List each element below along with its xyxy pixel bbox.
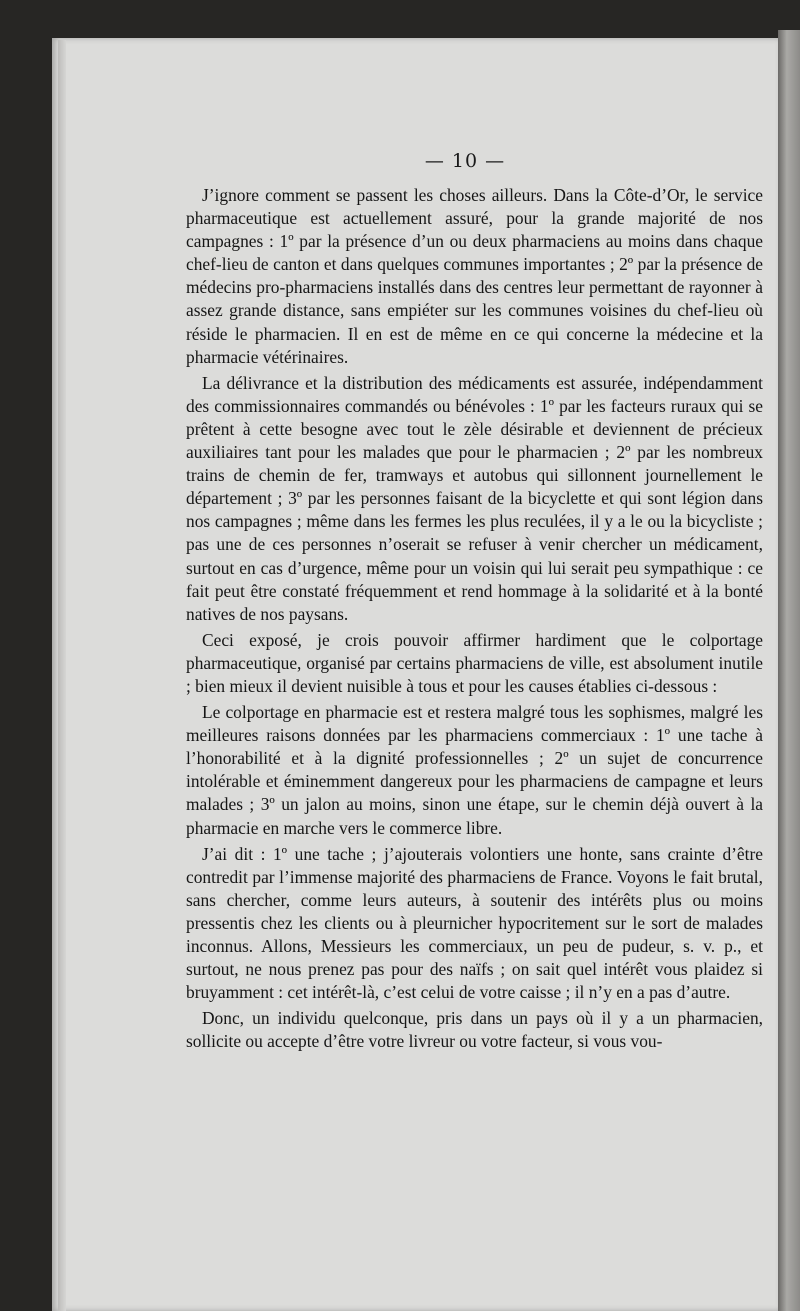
body-text — [186, 184, 763, 1053]
page-number: — 10 — — [424, 150, 506, 172]
page-edge-stack — [778, 30, 800, 1311]
paragraph-distribution-medicaments: La délivrance et la distribution des médicaments est assurée, indépendamment des commissionnaires commandés ou bénévoles : 1º par les facteurs ruraux qui se prêtent à cette besogne avec tout le zèle désirable et deviennent de précieux auxiliaires tant pour les malades que pour le pharmacien ; 2º par les nombreux trains de chemin de fer, tramways et autobus qui sillonnent journellement le département ; 3º par les personnes faisant de la bicyclette et qui sont légion dans nos campagnes ; même dans les fermes les plus reculées, il y a le ou la bicycliste ; pas une de ces personnes n’oserait se refuser à venir chercher un médicament, surtout en cas d’urgence, même pour un voisin qui lui serait peu sympathique : ce fait peut être constaté fréquemment et rend hommage à la solidarité et à la bonté natives de nos paysans. — [186, 372, 763, 624]
paragraph-service-pharmaceutique: J’ignore comment se passent les choses ailleurs. Dans la Côte-d’Or, le service pharmaceutique est actuellement assuré, pour la grande majorité de nos campagnes : 1º par la présence d’un ou deux pharmaciens au moins dans chaque chef-lieu de canton et dans quelques communes importantes ; 2º par la présence de médecins pro-pharmaciens installés dans des centres leur permettant de rayonner à assez grande distance, sans empiéter sur les communes voisines du chef-lieu où réside le pharmacien. Il en est de même en ce qui concerne la médecine et la pharmacie vétérinaires. — [186, 185, 763, 367]
paragraph-colportage-inutile: Ceci exposé, je crois pouvoir affirmer hardiment que le colportage pharmaceutique, organisé par certains pharmaciens de ville, est absolument inutile ; bien mieux il devient nuisible à tous et pour les causes établies ci-dessous : — [186, 629, 763, 696]
paragraph-colportage-tache: Le colportage en pharmacie est et restera malgré tous les sophismes, malgré les meilleures raisons données par les pharmaciens commerciaux : 1º une tache à l’honorabilité et à la dignité professionnelles ; 2º un sujet de concurrence intolérable et éminemment dangereux pour les pharmaciens de campagne et leurs malades ; 3º un jalon au moins, sinon une étape, sur le chemin déjà ouvert à la pharmacie en marche vers le commerce libre. — [186, 702, 763, 838]
page-gutter — [58, 40, 66, 1311]
paragraph-individu-quelconque: Donc, un individu quelconque, pris dans un pays où il y a un pharmacien, sollicite ou accepte d’être votre livreur ou votre facteur, si vous vou- — [186, 1008, 763, 1052]
paragraph-honte: J’ai dit : 1º une tache ; j’ajouterais volontiers une honte, sans crainte d’être contredit par l’immense majorité des pharmaciens de France. Voyons le fait brutal, sans chercher, comme leurs auteurs, à soutenir des intérêts plus ou moins pressentis chez les clients ou à pleurnicher hypocritement sur le sort de malades inconnus. Allons, Messieurs les commerciaux, un peu de pudeur, s. v. p., et surtout, ne nous prenez pas pour des naïfs ; on sait quel intérêt vous plaidez si bruyamment : cet intérêt-là, c’est celui de votre caisse ; il n’y en a pas d’autre. — [186, 843, 763, 1003]
